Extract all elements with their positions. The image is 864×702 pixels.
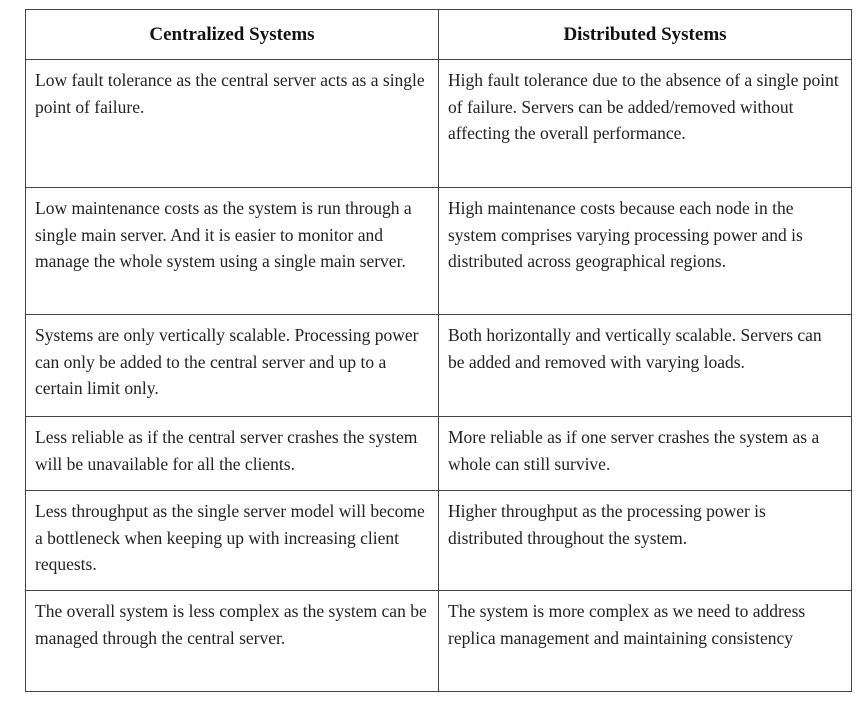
table-row: [26, 591, 852, 692]
cell-distributed-throughput: Higher throughput as the processing power is distributed throughout the system.: [439, 491, 852, 591]
cell-distributed-scalability: Both horizontally and vertically scalable. Servers can be added and removed with varying loads.: [439, 315, 852, 417]
header-distributed: Distributed Systems: [439, 10, 852, 60]
table-row: [26, 315, 852, 417]
cell-centralized-complexity: The overall system is less complex as the system can be managed through the central server.: [26, 591, 439, 692]
table-body: [26, 60, 852, 692]
cell-distributed-complexity: The system is more complex as we need to address replica management and maintaining consistency: [439, 591, 852, 692]
cell-centralized-throughput: Less throughput as the single server model will become a bottleneck when keeping up with increasing client requests.: [26, 491, 439, 591]
cell-centralized-scalability: Systems are only vertically scalable. Processing power can only be added to the central server and up to a certain limit only.: [26, 315, 439, 417]
table-row: [26, 417, 852, 491]
cell-distributed-maintenance: High maintenance costs because each node in the system comprises varying processing power and is distributed across geographical regions.: [439, 188, 852, 315]
cell-distributed-reliability: More reliable as if one server crashes the system as a whole can still survive.: [439, 417, 852, 491]
table-row: [26, 60, 852, 188]
comparison-table: [25, 9, 852, 692]
table-header: [26, 10, 852, 60]
header-row: [26, 10, 852, 60]
cell-centralized-fault-tolerance: Low fault tolerance as the central server acts as a single point of failure.: [26, 60, 439, 188]
cell-centralized-maintenance: Low maintenance costs as the system is run through a single main server. And it is easier to monitor and manage the whole system using a single main server.: [26, 188, 439, 315]
cell-centralized-reliability: Less reliable as if the central server crashes the system will be unavailable for all the clients.: [26, 417, 439, 491]
table-row: [26, 491, 852, 591]
cell-distributed-fault-tolerance: High fault tolerance due to the absence of a single point of failure. Servers can be added/removed without affecting the overall performance.: [439, 60, 852, 188]
table-row: [26, 188, 852, 315]
header-centralized: Centralized Systems: [26, 10, 439, 60]
